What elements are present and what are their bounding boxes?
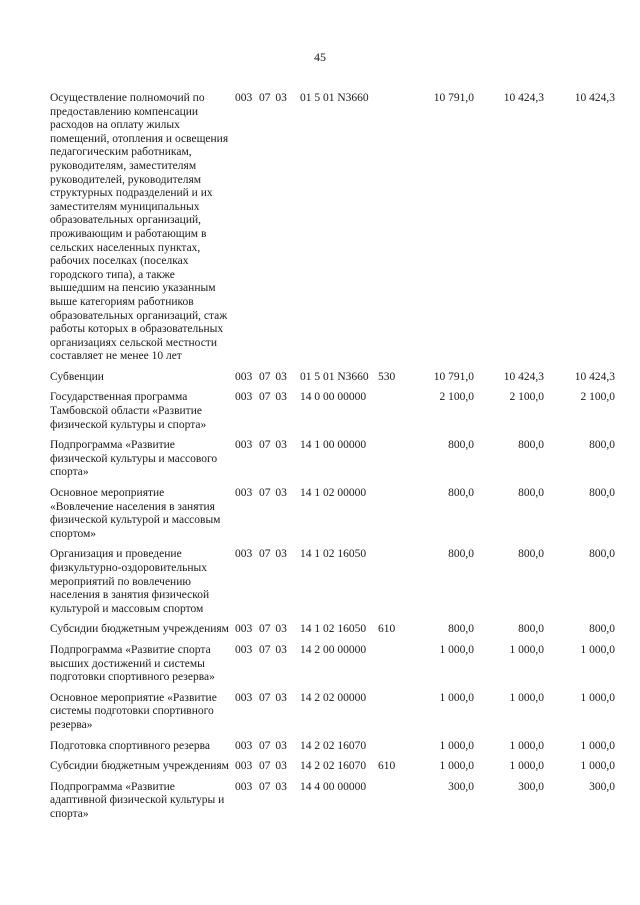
row-name: Субсидии бюджетным учреждениям <box>50 760 229 773</box>
row-admin-code: 003 <box>235 548 253 561</box>
row-admin-code: 003 <box>235 487 253 500</box>
table-row <box>50 367 615 388</box>
row-section: 07 03 <box>259 739 287 752</box>
row-expense-type: 610 <box>378 760 396 773</box>
row-section: 07 03 <box>259 92 287 104</box>
row-section: 07 03 <box>259 780 287 793</box>
page-number: 45 <box>314 50 326 64</box>
row-admin-code: 003 <box>235 439 253 452</box>
row-amount-3: 1 000,0 <box>580 691 615 704</box>
row-admin-code: 003 <box>235 92 253 104</box>
row-amount-3: 1 000,0 <box>580 760 615 773</box>
table-row <box>50 88 615 367</box>
table-row <box>50 483 615 544</box>
row-expense-type <box>378 736 404 757</box>
row-target-article: 14 0 00 00000 <box>300 391 367 404</box>
row-admin-code: 003 <box>235 391 253 404</box>
row-expense-type: 530 <box>378 370 396 383</box>
row-amount-2: 10 424,3 <box>503 370 544 383</box>
row-amount-1: 800,0 <box>448 548 474 561</box>
row-name: Подпрограмма «Развитие физической культуры и массового спорта» <box>50 439 218 479</box>
table-row <box>50 756 615 777</box>
row-amount-2: 10 424,3 <box>503 92 544 104</box>
row-expense-type <box>378 777 404 825</box>
table-row <box>50 688 615 736</box>
row-name: Подпрограмма «Развитие спорта высших достижений и системы подготовки спортивного резерва» <box>50 643 215 684</box>
row-amount-1: 1 000,0 <box>439 643 474 656</box>
row-target-article: 14 1 00 00000 <box>300 439 367 452</box>
row-admin-code: 003 <box>235 760 253 773</box>
row-admin-code: 003 <box>235 780 253 793</box>
row-target-article: 14 1 02 16050 <box>300 548 367 561</box>
row-expense-type <box>378 483 404 544</box>
row-amount-3: 1 000,0 <box>580 643 615 656</box>
row-expense-type <box>378 688 404 736</box>
row-expense-type <box>378 88 404 367</box>
row-target-article: 14 2 02 00000 <box>300 691 367 704</box>
row-amount-3: 10 424,3 <box>574 92 615 104</box>
row-amount-1: 800,0 <box>448 487 474 500</box>
row-amount-2: 2 100,0 <box>509 391 544 404</box>
row-expense-type <box>378 387 404 435</box>
row-amount-2: 1 000,0 <box>509 739 544 752</box>
row-amount-2: 800,0 <box>518 548 544 561</box>
row-admin-code: 003 <box>235 739 253 752</box>
row-expense-type <box>378 435 404 483</box>
row-name: Подготовка спортивного резерва <box>50 739 211 752</box>
row-section: 07 03 <box>259 439 287 452</box>
row-expense-type: 610 <box>378 623 396 636</box>
row-amount-2: 800,0 <box>518 439 544 452</box>
row-amount-2: 1 000,0 <box>509 643 544 656</box>
row-target-article: 14 2 00 00000 <box>300 643 367 656</box>
row-amount-2: 1 000,0 <box>509 691 544 704</box>
row-name: Подпрограмма «Развитие адаптивной физической культуры и спорта» <box>50 780 225 820</box>
row-name: Субвенции <box>50 370 104 383</box>
row-admin-code: 003 <box>235 643 253 656</box>
row-admin-code: 003 <box>235 691 253 704</box>
row-amount-1: 300,0 <box>448 780 474 793</box>
table-row <box>50 777 615 825</box>
table-row <box>50 387 615 435</box>
row-section: 07 03 <box>259 391 287 404</box>
table-row <box>50 640 615 688</box>
table-row <box>50 736 615 757</box>
row-name: Основное мероприятие «Вовлечение населения в занятия физической культурой и массовым спортом» <box>50 487 221 540</box>
row-amount-1: 1 000,0 <box>439 760 474 773</box>
row-name: Основное мероприятие «Развитие системы подготовки спортивного резерва» <box>50 691 217 731</box>
row-amount-2: 800,0 <box>518 487 544 500</box>
table-row <box>50 435 615 483</box>
row-amount-1: 1 000,0 <box>439 739 474 752</box>
row-amount-3: 1 000,0 <box>580 739 615 752</box>
row-amount-3: 800,0 <box>589 439 615 452</box>
row-target-article: 14 1 02 00000 <box>300 487 367 500</box>
row-amount-1: 10 791,0 <box>433 92 474 104</box>
row-amount-3: 300,0 <box>589 780 615 793</box>
row-expense-type <box>378 640 404 688</box>
row-target-article: 01 5 01 N3660 <box>300 370 369 383</box>
row-target-article: 14 1 02 16050 <box>300 623 367 636</box>
row-name: Государственная программа Тамбовской области «Развитие физической культуры и спорта» <box>50 391 207 431</box>
row-target-article: 01 5 01 N3660 <box>300 92 369 104</box>
row-section: 07 03 <box>259 370 287 383</box>
row-amount-1: 10 791,0 <box>433 370 474 383</box>
row-section: 07 03 <box>259 548 287 561</box>
row-amount-1: 800,0 <box>448 439 474 452</box>
row-name: Осуществление полномочий по предоставлению компенсации расходов на оплату жилых помещений, отопления и освещения педагогическим работникам, руководителям, заместителям руководителей, руководителям структурных подразделений и их заместителям муниципальных образовательных организаций, проживающим и работающим в сельских населенных пунктах, рабочих поселках (поселках городского типа), а также вышедшим на пенсию указанным выше категориям работников образовательных организаций, стаж работы которых в образовательных организациях сельской местности составляет не менее 10 лет <box>50 92 229 363</box>
row-section: 07 03 <box>259 623 287 636</box>
row-amount-2: 800,0 <box>518 623 544 636</box>
budget-table <box>50 88 615 825</box>
row-section: 07 03 <box>259 643 287 656</box>
row-expense-type <box>378 544 404 619</box>
row-amount-3: 10 424,3 <box>574 370 615 383</box>
row-target-article: 14 2 02 16070 <box>300 760 367 773</box>
row-amount-2: 300,0 <box>518 780 544 793</box>
row-target-article: 14 4 00 00000 <box>300 780 367 793</box>
row-target-article: 14 2 02 16070 <box>300 739 367 752</box>
row-amount-1: 800,0 <box>448 623 474 636</box>
row-amount-3: 800,0 <box>589 487 615 500</box>
row-amount-3: 800,0 <box>589 623 615 636</box>
row-admin-code: 003 <box>235 370 253 383</box>
table-row <box>50 544 615 619</box>
row-amount-2: 1 000,0 <box>509 760 544 773</box>
row-admin-code: 003 <box>235 623 253 636</box>
row-amount-1: 1 000,0 <box>439 691 474 704</box>
row-amount-3: 800,0 <box>589 548 615 561</box>
row-name: Организация и проведение физкультурно-оздоровительных мероприятий по вовлечению населения в занятия физической культурой и массовым спортом <box>50 548 210 615</box>
row-section: 07 03 <box>259 487 287 500</box>
row-amount-1: 2 100,0 <box>439 391 474 404</box>
table-row <box>50 619 615 640</box>
row-section: 07 03 <box>259 691 287 704</box>
row-name: Субсидии бюджетным учреждениям <box>50 623 229 636</box>
row-section: 07 03 <box>259 760 287 773</box>
row-amount-3: 2 100,0 <box>580 391 615 404</box>
